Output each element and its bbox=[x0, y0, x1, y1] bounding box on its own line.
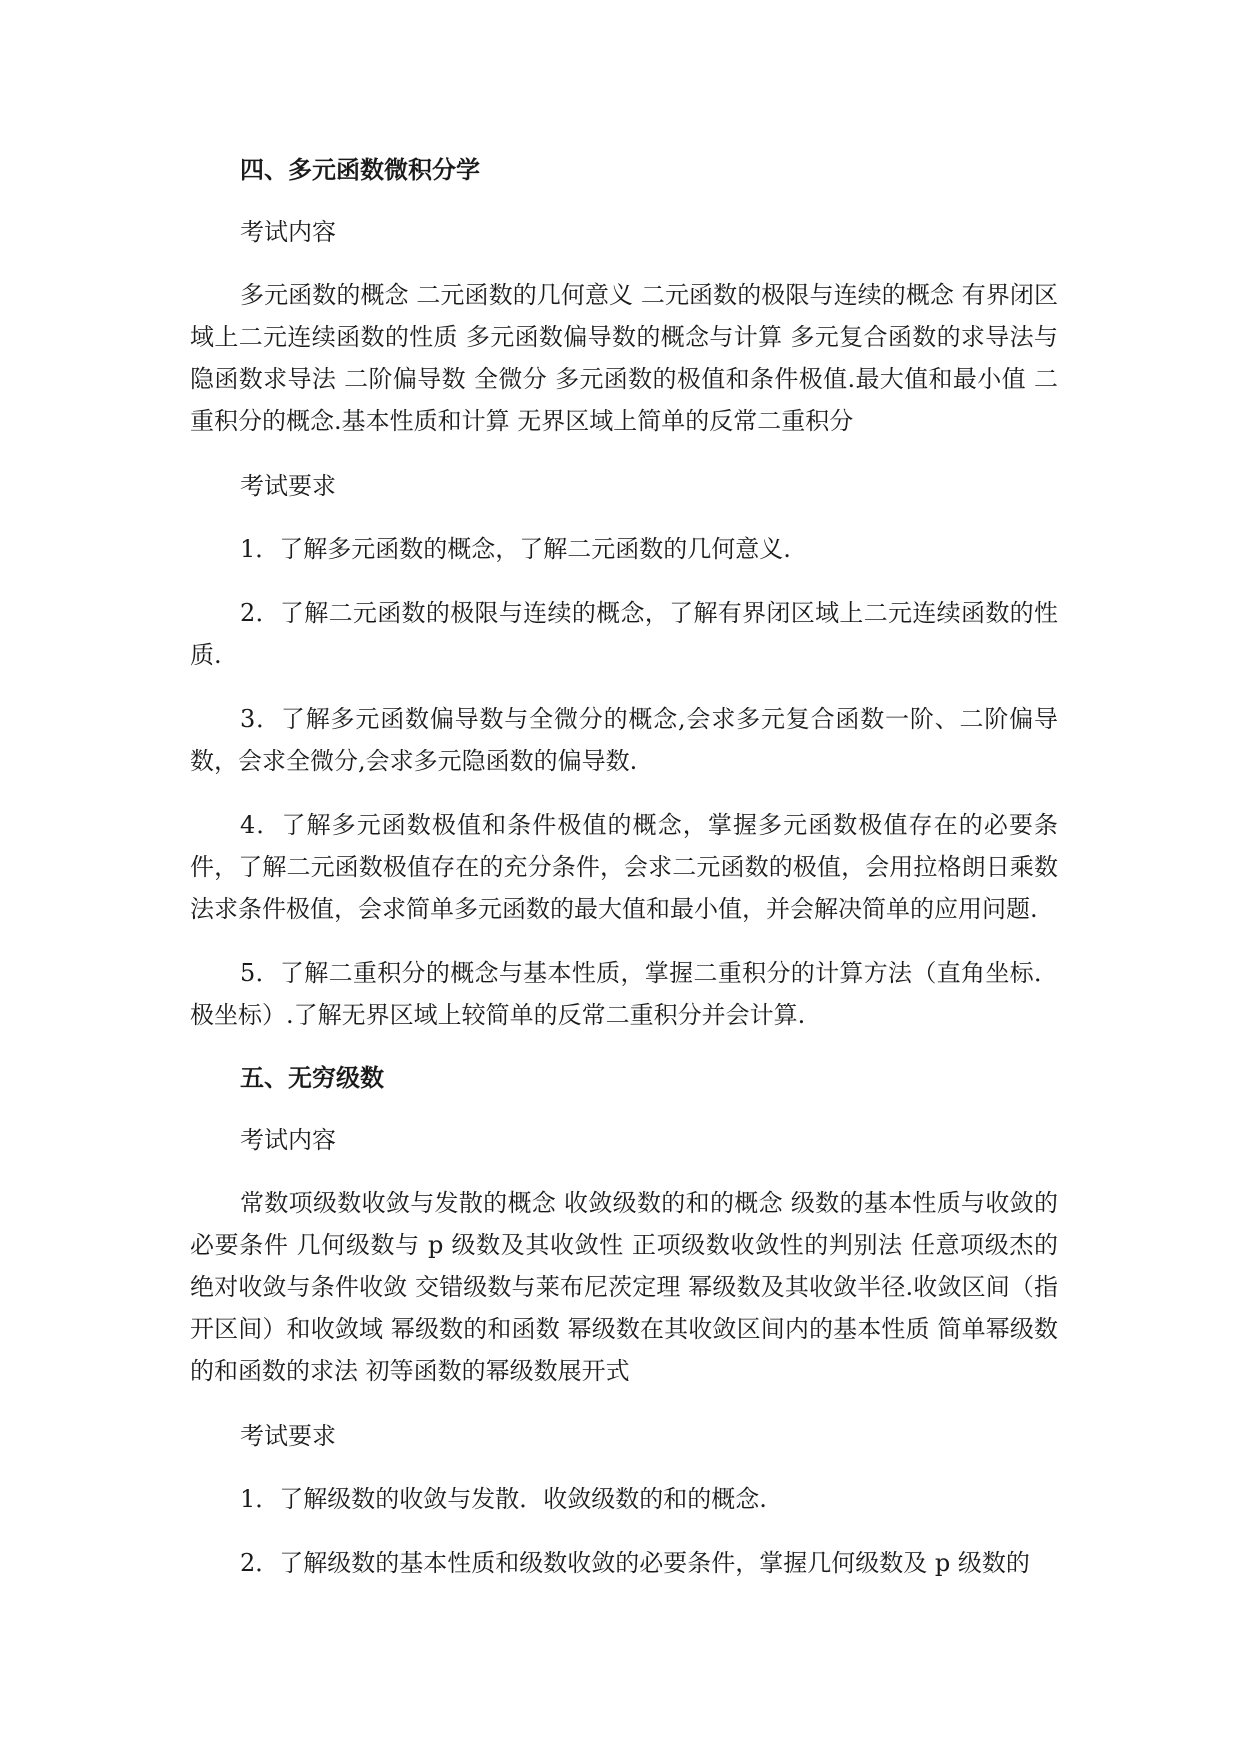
content-heading: 考试内容 bbox=[240, 218, 336, 246]
requirements-heading: 考试要求 bbox=[240, 472, 336, 500]
requirement-item: 2．了解二元函数的极限与连续的概念，了解有界闭区域上二元连续函数的性质. bbox=[190, 599, 1058, 669]
content-paragraph: 多元函数的概念 二元函数的几何意义 二元函数的极限与连续的概念 有界闭区域上二元连续函数的性质 多元函数偏导数的概念与计算 多元复合函数的求导法与隐函数求导法 二阶偏导数 全微分 多元函数的极值和条件极值.最大值和最小值 二重积分的概念.基本性质和计算 无界区域上简单的反常二重积分 bbox=[190, 281, 1058, 435]
section-title: 四、多元函数微积分学 bbox=[240, 156, 480, 184]
document-page bbox=[190, 150, 1058, 1584]
requirement-item: 3．了解多元函数偏导数与全微分的概念,会求多元复合函数一阶、二阶偏导数，会求全微分,会求多元隐函数的偏导数. bbox=[190, 705, 1058, 775]
section-title: 五、无穷级数 bbox=[240, 1064, 384, 1092]
requirement-item: 2．了解级数的基本性质和级数收敛的必要条件，掌握几何级数及 p 级数的 bbox=[240, 1549, 1030, 1577]
content-paragraph: 常数项级数收敛与发散的概念 收敛级数的和的概念 级数的基本性质与收敛的必要条件 几何级数与 p 级数及其收敛性 正项级数收敛性的判别法 任意项级杰的绝对收敛与条件收敛 交错级数与莱布尼茨定理 幂级数及其收敛半径.收敛区间（指开区间）和收敛域 幂级数的和函数 幂级数在其收敛区间内的基本性质 简单幂级数的和函数的求法 初等函数的幂级数展开式 bbox=[190, 1189, 1058, 1385]
requirement-item: 5．了解二重积分的概念与基本性质，掌握二重积分的计算方法（直角坐标．极坐标）.了解无界区域上较简单的反常二重积分并会计算. bbox=[190, 959, 1058, 1029]
requirements-heading: 考试要求 bbox=[240, 1422, 336, 1450]
requirement-item: 1．了解级数的收敛与发散．收敛级数的和的概念. bbox=[240, 1485, 767, 1513]
requirement-item: 4．了解多元函数极值和条件极值的概念，掌握多元函数极值存在的必要条件，了解二元函数极值存在的充分条件，会求二元函数的极值，会用拉格朗日乘数法求条件极值，会求简单多元函数的最大值和最小值，并会解决简单的应用问题. bbox=[190, 811, 1058, 923]
requirement-item: 1．了解多元函数的概念，了解二元函数的几何意义. bbox=[240, 535, 791, 563]
content-heading: 考试内容 bbox=[240, 1126, 336, 1154]
